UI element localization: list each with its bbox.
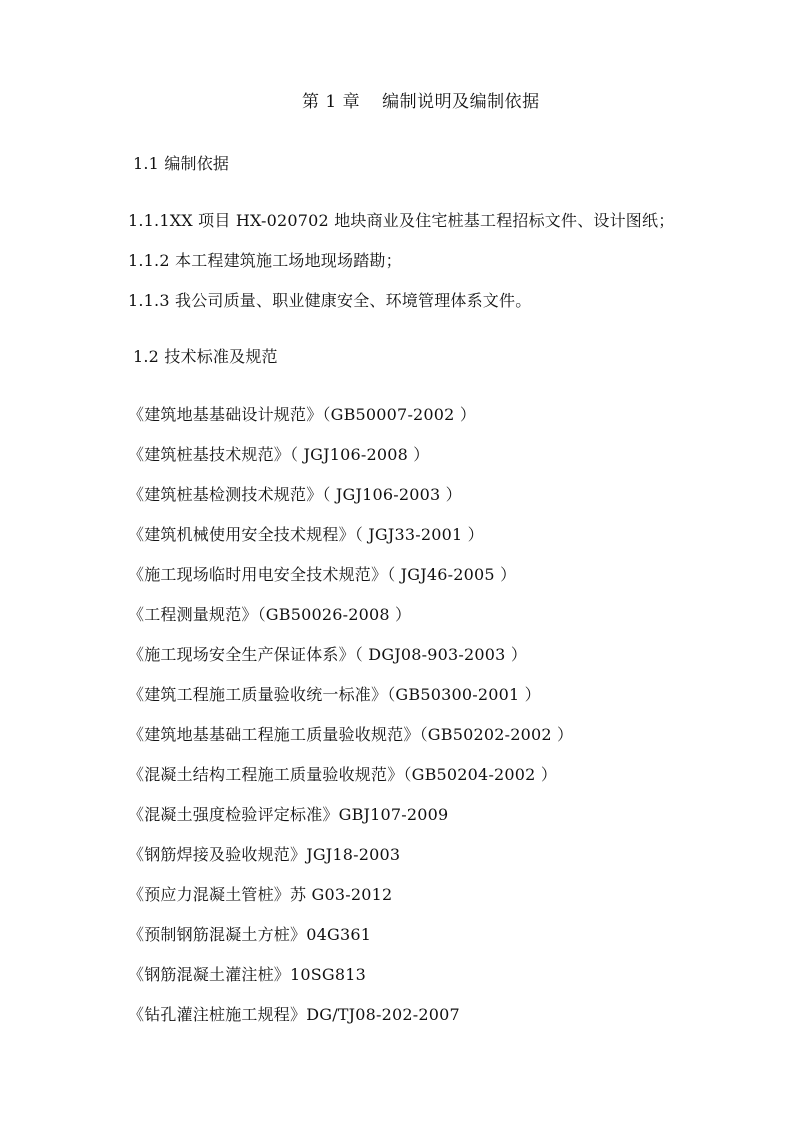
standard-item: 《建筑机械使用安全技术规程》（ JGJ33-2001 ） (128, 525, 484, 544)
standard-item: 《施工现场临时用电安全技术规范》（ JGJ46-2005 ） (128, 565, 517, 584)
standard-item: 《工程测量规范》（GB50026-2008 ） (128, 605, 412, 624)
standard-item: 《预制钢筋混凝土方桩》04G361 (128, 925, 372, 944)
section-heading-1-1: 1.1 编制依据 (133, 154, 230, 173)
standard-item: 《预应力混凝土管桩》苏 G03-2012 (128, 885, 393, 904)
standard-item: 《建筑工程施工质量验收统一标准》（GB50300-2001 ） (128, 685, 541, 704)
list-item: 1.1.1XX 项目 HX-020702 地块商业及住宅桩基工程招标文件、设计图纸； (128, 211, 675, 230)
standard-item: 《施工现场安全生产保证体系》（ DGJ08-903-2003 ） (128, 645, 528, 664)
standard-item: 《混凝土强度检验评定标准》GBJ107-2009 (128, 805, 449, 824)
section-heading-1-2: 1.2 技术标准及规范 (133, 347, 278, 366)
standard-item: 《建筑桩基技术规范》（ JGJ106-2008 ） (128, 445, 430, 464)
chapter-heading: 编制说明及编制依据 (382, 92, 540, 112)
standard-item: 《钢筋混凝土灌注桩》10SG813 (128, 965, 367, 984)
standard-item: 《钢筋焊接及验收规范》JGJ18-2003 (128, 845, 401, 864)
standard-item: 《建筑地基基础工程施工质量验收规范》（GB50202-2002 ） (128, 725, 574, 744)
chapter-number: 第 1 章 (302, 92, 361, 112)
standard-item: 《建筑桩基检测技术规范》（ JGJ106-2003 ） (128, 485, 462, 504)
standard-item: 《钻孔灌注桩施工规程》DG/TJ08-202-2007 (128, 1005, 460, 1024)
standard-item: 《建筑地基基础设计规范》（GB50007-2002 ） (128, 405, 477, 424)
list-item: 1.1.3 我公司质量、职业健康安全、环境管理体系文件。 (128, 291, 532, 310)
list-item: 1.1.2 本工程建筑施工场地现场踏勘； (128, 251, 402, 270)
chapter-title (302, 91, 540, 113)
standard-item: 《混凝土结构工程施工质量验收规范》（GB50204-2002 ） (128, 765, 558, 784)
